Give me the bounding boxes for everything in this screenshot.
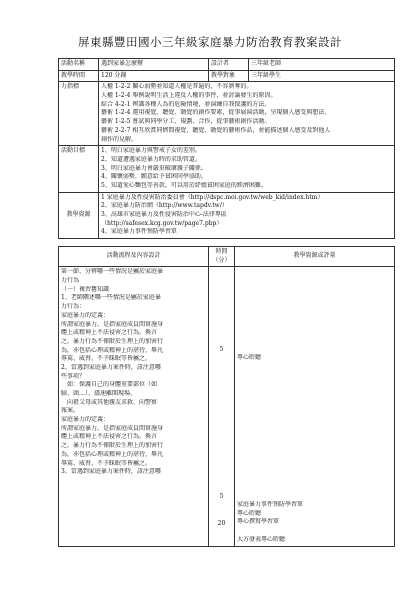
resource-line: 2、家庭暴力防治網（http://www.tapdv.tw/） <box>101 202 228 210</box>
activity-flow-table <box>58 246 395 547</box>
flow-line: 報案。 <box>61 407 80 415</box>
flow-line: 些事項？ <box>61 372 86 380</box>
flow-line: 體上或精神上不法侵害之行為。換言 <box>61 329 158 337</box>
info-row-1 <box>59 59 395 71</box>
flow-line: 為，亦包括心理或精神上的虐待，舉凡 <box>61 346 164 354</box>
activity-name-value: 遇到家暴怎麼辦 <box>99 59 209 71</box>
flow-header-resource: 教學資源或評量 <box>235 247 395 267</box>
indicator-line: 綜合 4-2-1 辨識各種人為的危險情境，並演練自我保護的方法。 <box>101 100 271 108</box>
flow-time-2a: 5 <box>219 493 224 501</box>
goal-line: 1、明白家庭暴力與警戒子女的差別。 <box>101 147 201 155</box>
resources-label: 教學資源 <box>59 192 99 238</box>
indicators-row <box>59 82 395 146</box>
resource-line: （http://safesex.kcg.gov.tw/page7.php） <box>101 219 223 227</box>
document-title: 屏東縣豐田國小三年級家庭暴力防治教育教案設計 <box>78 35 342 49</box>
flow-line: 第一節、分辨哪一些情況是屬於家庭暴 <box>61 268 164 276</box>
flow-res-line: 大方發表專心聆聽 <box>237 536 286 544</box>
time-value: 120 分鐘 <box>99 70 209 82</box>
target-label: 教學對象 <box>209 70 249 82</box>
indicator-line: 藝術 1-2-5 嘗試與同學分工、規劃、合作，從事藝術創作活動。 <box>101 118 271 126</box>
flow-line: 2、當遇到家庭暴力案件時，該注意哪 <box>61 363 161 371</box>
flow-time-1: 5 <box>219 346 224 354</box>
goals-row <box>59 146 395 192</box>
goal-line: 4、關懷弱勢，願意給予貧困同學協助。 <box>101 173 207 181</box>
flow-line: 為，亦包括心理或精神上的虐待，舉凡 <box>61 450 164 458</box>
flow-resource-cell <box>235 267 395 546</box>
flow-line: 臉、頭…）、儘速離開現場、 <box>61 390 137 397</box>
flow-header-time: 時間（分） <box>209 247 235 267</box>
flow-line: 辱罵、威脅、不予睬眠等皆屬之。 <box>61 459 152 467</box>
goals-label: 活動目標 <box>59 146 99 192</box>
indicators-list <box>99 82 395 146</box>
resource-line: 3、高雄市家庭暴力及性侵害防治中心-法律專區 <box>101 211 227 218</box>
designer-label: 設計者 <box>209 59 249 71</box>
flow-res-line <box>237 527 392 536</box>
resource-line: 4、家庭暴力事件預防學習單 <box>101 228 177 236</box>
indicator-line: 人權 1-2-4 舉例說明生活上違反人權的事件，並討論發生的原因。 <box>101 92 277 100</box>
flow-res-1: 專心聆聽 <box>237 354 262 362</box>
flow-line: 之，暴力行為不僅限於生理上的加害行 <box>61 442 164 450</box>
flow-line: 家庭暴力的定義： <box>61 416 110 424</box>
flow-line: 之，暴力行為不僅限於生理上的加害行 <box>61 337 164 345</box>
resources-row <box>59 192 395 238</box>
indicator-line: 藝術 2-2-7 相互欣賞同儕間視覺、聽覺、動覺的藝術作品，並能描述個人感受及對他人 <box>101 126 331 134</box>
indicators-label: 力指標 <box>59 82 99 146</box>
flow-time-cell <box>209 267 235 546</box>
flow-res-line: 家庭暴力事件預防學習單 <box>237 501 304 509</box>
flow-process-cell <box>59 267 209 546</box>
indicator-line: 藝術 1-2-4 運用視覺、聽覺、動覺的創作要素，從事展演活動，呈現個人感受與想法。 <box>101 109 331 117</box>
flow-line: 所謂家庭暴力，是指家庭成員間實施身 <box>61 424 164 432</box>
resource-line: 1 家庭暴力及性侵害防治委員會（http://dspc.moi.gov.tw/web_kid/index.htm） <box>101 193 324 201</box>
target-value: 三年級學生 <box>249 70 395 82</box>
info-row-2 <box>59 70 395 82</box>
resources-list <box>99 192 395 238</box>
flow-res-line: 專心聆聽 <box>237 509 262 517</box>
flow-line: 3、當遇到家庭暴力案件時，該注意哪 <box>61 468 161 476</box>
goals-list <box>99 146 395 192</box>
indicator-line: 創作的見解。 <box>101 135 138 143</box>
flow-line: 家庭暴力的定義： <box>61 311 110 319</box>
flow-header-row <box>59 247 395 267</box>
flow-line: 力行為 <box>61 277 80 285</box>
flow-line: 力行為： <box>61 303 86 311</box>
flow-line: 向祖父母或其他親友求救、向警察 <box>61 398 158 406</box>
flow-line: 1、老師闡述哪一些情況是屬於家庭暴 <box>61 294 161 302</box>
goal-line: 5、知道愛心麵包等善款，可以用於紓緩貧困家庭的經濟困難。 <box>101 181 267 189</box>
flow-line: 所謂家庭暴力，是指家庭成員間實施身 <box>61 320 164 328</box>
time-label: 教學時間 <box>59 70 99 82</box>
flow-header-process: 活動流程及內容設計 <box>59 247 209 267</box>
flow-line: 如：保護自己的身體重要部位（如 <box>61 381 158 389</box>
goal-line: 3、明白家庭暴力會嚴重破壞親子關係。 <box>101 164 207 172</box>
activity-name-label: 活動名稱 <box>59 59 99 71</box>
flow-body-row <box>59 267 395 546</box>
flow-line: 辱罵、威脅、不予睬眠等皆屬之。 <box>61 355 152 363</box>
flow-res-line: 專心撰寫學習單 <box>237 518 280 526</box>
designer-value: 三年級老師 <box>249 59 395 71</box>
flow-time-2b: 20 <box>217 519 226 527</box>
flow-line: 體上或精神上不法侵害之行為。換言 <box>61 433 158 441</box>
lesson-info-table <box>58 58 395 239</box>
indicator-line: 人權 1-2-2 關心弱勢並知道人權是普遍的，不容剝奪的。 <box>101 83 253 91</box>
goal-line: 2、知道遭遇家庭暴力時的求助管道。 <box>101 155 201 163</box>
flow-line: （一）複習舊知識 <box>61 285 110 293</box>
